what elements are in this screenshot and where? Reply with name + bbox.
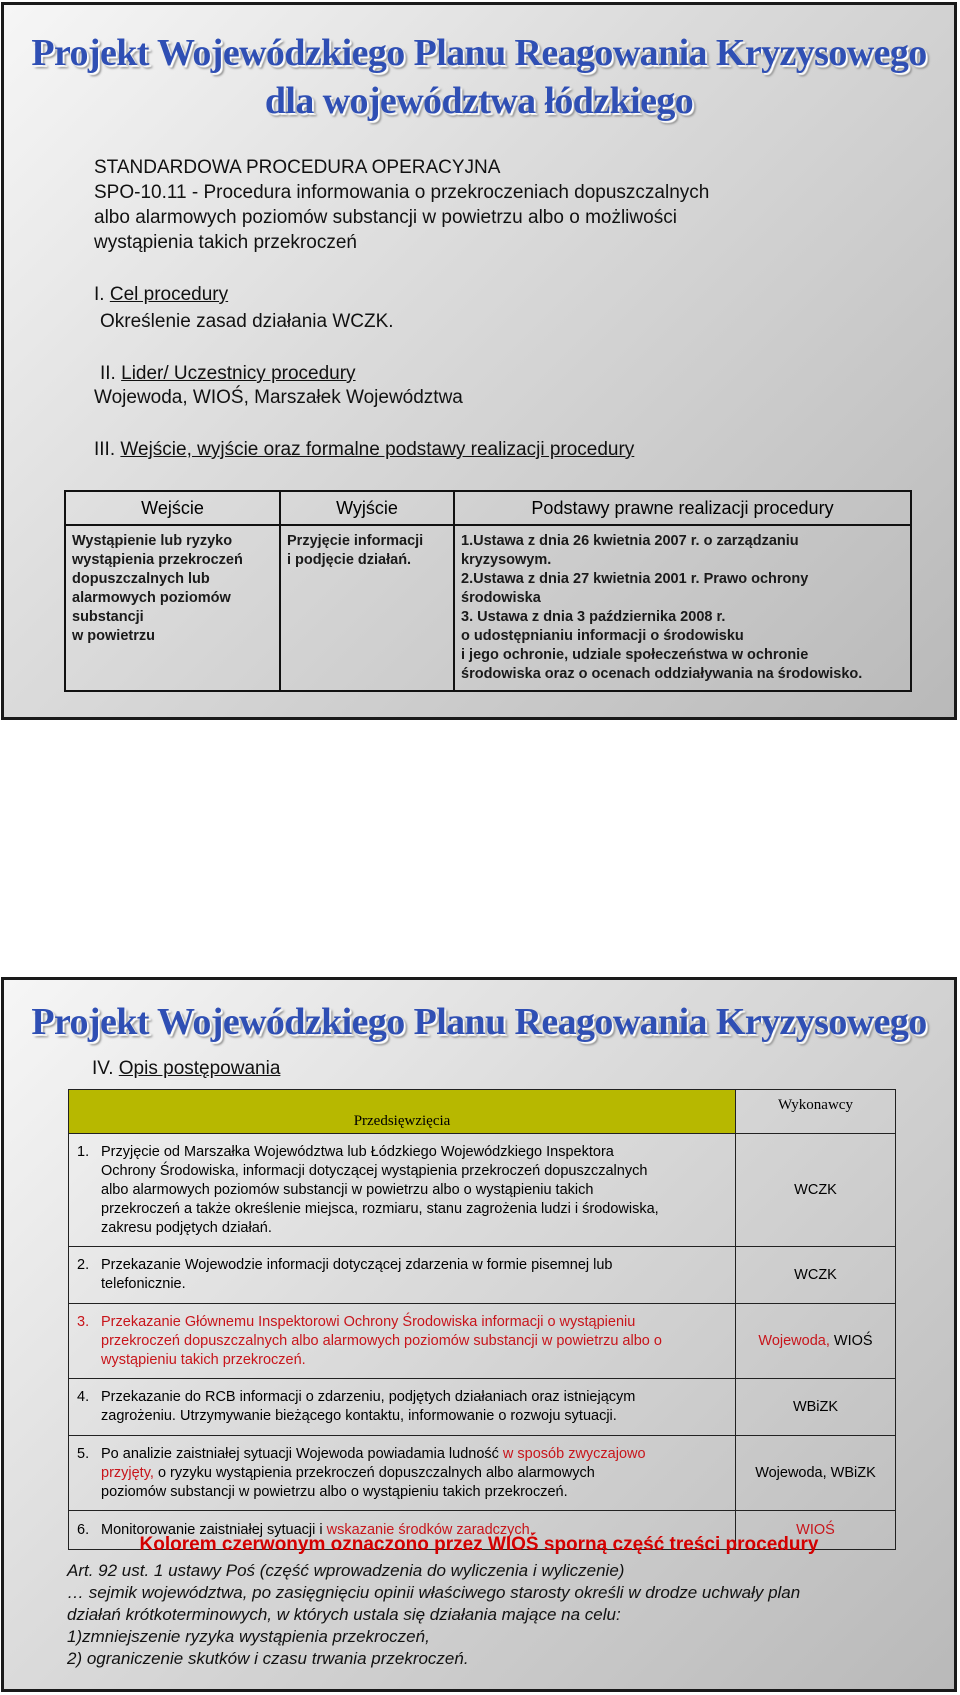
legal-basis-cell	[454, 525, 911, 691]
step-line: Przekazanie Wojewodzie informacji dotyczącej zdarzenia w formie pisemnej lub	[101, 1257, 613, 1273]
basis-line: 3. Ustawa z dnia 3 października 2008 r.	[461, 609, 726, 625]
section-1-heading	[94, 282, 228, 307]
basis-line: 2.Ustawa z dnia 27 kwietnia 2001 r. Prawo ochrony	[461, 571, 809, 587]
input-cell	[65, 525, 280, 691]
table-row	[69, 1379, 896, 1436]
step-1-actions	[69, 1134, 736, 1247]
step-2-actions	[69, 1247, 736, 1304]
disputed-content-note: Kolorem czerwonym oznaczono przez WIOŚ sporną część treści procedury	[139, 1534, 819, 1555]
basis-line: środowiska	[461, 590, 541, 606]
banner-line-1: Projekt Wojewódzkiego Planu Reagowania Kryzysowego	[31, 32, 927, 74]
header-actions: Przedsięwzięcia	[69, 1090, 736, 1134]
spo-heading: STANDARDOWA PROCEDURA OPERACYJNA	[94, 157, 501, 178]
input-line: alarmowych poziomów	[72, 590, 231, 606]
step-line: telefonicznie.	[101, 1276, 186, 1292]
step-6-disputed: wskazanie środków zaradczych.	[326, 1521, 534, 1538]
step-line: wystąpieniu takich przekroczeń.	[101, 1351, 306, 1368]
citation-line: … sejmik województwa, po zasięgnięciu opinii właściwego starosty określi w drodze uchwały plan	[67, 1583, 801, 1602]
output-line: Przyjęcie informacji	[287, 533, 424, 549]
step-number: 3.	[77, 1313, 90, 1330]
step-5-text-b: o ryzyku wystąpienia przekroczeń dopuszczalnych albo alarmowych	[153, 1464, 595, 1481]
table-row	[69, 1304, 896, 1379]
section-2-title: Lider/ Uczestnicy procedury	[121, 363, 356, 384]
citation-line: 2) ograniczenie skutków i czasu trwania przekroczeń.	[67, 1649, 469, 1668]
step-line	[101, 1464, 721, 1483]
slide-1	[1, 2, 957, 720]
step-line: poziomów substancji w powietrzu albo o wystąpieniu takich przekroczeń.	[101, 1483, 568, 1500]
step-line: przekroczeń dopuszczalnych albo alarmowych poziomów substancji w powietrzu albo o	[101, 1332, 662, 1349]
step-number: 4.	[77, 1389, 90, 1405]
input-line: w powietrzu	[72, 628, 155, 644]
header-input: Wejście	[65, 491, 280, 525]
input-line: substancji	[72, 609, 144, 625]
step-2-executor: WCZK	[736, 1247, 896, 1304]
step-number: 6.	[77, 1521, 90, 1538]
section-2-text: Wojewoda, WIOŚ, Marszałek Województwa	[94, 387, 463, 408]
section-2-heading	[100, 361, 356, 386]
banner: Projekt Wojewódzkiego Planu Reagowania Kryzysowego	[31, 1001, 927, 1043]
step-line: Przekazanie Głównemu Inspektorowi Ochrony Środowiska informacji o wystąpieniu	[101, 1313, 636, 1330]
step-line: albo alarmowych poziomów substancji w powietrzu albo o wystąpieniu takich	[101, 1181, 594, 1198]
step-line	[101, 1445, 721, 1464]
citation-line: 1)zmniejszenie ryzyka wystąpienia przekroczeń,	[67, 1627, 430, 1646]
step-3-executor	[736, 1304, 896, 1379]
table-row	[69, 1436, 896, 1511]
step-line: Ochrony Środowiska, informacji dotyczącej wystąpienia przekroczeń dopuszczalnych	[101, 1162, 648, 1179]
section-3-number: III.	[94, 439, 116, 460]
step-number: 5.	[77, 1445, 90, 1462]
spo-line-1: SPO-10.11 - Procedura informowania o przekroczeniach dopuszczalnych	[94, 182, 710, 203]
section-3-title: Wejście, wyjście oraz formalne podstawy realizacji procedury	[120, 439, 635, 460]
basis-line: o udostępnianiu informacji o środowisku	[461, 628, 744, 644]
step-5-disputed-a: w sposób zwyczajowo	[502, 1445, 646, 1462]
section-4-heading	[92, 1056, 280, 1081]
header-legal-basis: Podstawy prawne realizacji procedury	[454, 491, 911, 525]
basis-line: 1.Ustawa z dnia 26 kwietnia 2007 r. o zarządzaniu	[461, 533, 799, 549]
table-row	[69, 1134, 896, 1247]
step-number: 1.	[77, 1143, 90, 1160]
step-6-executor: WIOŚ	[736, 1511, 896, 1550]
step-6-text: Monitorowanie zaistniałej sytuacji i	[101, 1521, 327, 1538]
legal-citation	[67, 1560, 800, 1670]
executor-disputed: Wojewoda,	[758, 1332, 830, 1349]
step-line: zakresu podjętych działań.	[101, 1219, 272, 1236]
step-line: przekroczeń a także określenie miejsca, rozmiaru, stanu zagrożenia ludzi i środowiska,	[101, 1200, 659, 1217]
table-header-row	[65, 491, 911, 525]
table-header-row	[69, 1090, 896, 1134]
step-3-actions	[69, 1304, 736, 1379]
step-1-executor: WCZK	[736, 1134, 896, 1247]
input-line: dopuszczalnych lub	[72, 571, 210, 587]
executor-agreed: WIOŚ	[829, 1332, 873, 1349]
input-line: wystąpienia przekroczeń	[72, 552, 243, 568]
section-1-text: Określenie zasad działania WCZK.	[100, 311, 394, 332]
step-5-text-a: Po analizie zaistniałej sytuacji Wojewoda powiadamia ludność	[101, 1445, 503, 1462]
section-4-title: Opis postępowania	[118, 1058, 281, 1079]
table-row	[65, 525, 911, 691]
output-line: i podjęcie działań.	[287, 552, 412, 568]
spo-line-2: albo alarmowych poziomów substancji w powietrzu albo o możliwości	[94, 207, 677, 228]
citation-line: działań krótkoterminowych, w których ustala się działania mające na celu:	[67, 1605, 621, 1624]
step-line: Przyjęcie od Marszałka Województwa lub Łódzkiego Wojewódzkiego Inspektora	[101, 1143, 614, 1160]
section-4-number: IV.	[92, 1058, 114, 1079]
section-1-number: I.	[94, 284, 105, 305]
input-line: Wystąpienie lub ryzyko	[72, 533, 233, 549]
section-1-title: Cel procedury	[109, 284, 229, 305]
citation-line: Art. 92 ust. 1 ustawy Poś (część wprowadzenia do wyliczenia i wyliczenie)	[67, 1561, 625, 1580]
step-4-actions	[69, 1379, 736, 1436]
step-5-disputed-b: przyjęty,	[101, 1464, 154, 1481]
slide-2	[1, 977, 957, 1692]
step-5-actions	[69, 1436, 736, 1511]
step-4-executor: WBiZK	[736, 1379, 896, 1436]
procedure-steps-table	[68, 1089, 896, 1550]
basis-line: i jego ochronie, udziale społeczeństwa w ochronie	[461, 647, 809, 663]
section-2-number: II.	[100, 363, 116, 384]
spo-line-3: wystąpienia takich przekroczeń	[94, 232, 357, 253]
header-executors: Wykonawcy	[736, 1090, 896, 1134]
procedure-basis-table	[64, 490, 912, 692]
table-row	[69, 1247, 896, 1304]
step-number: 2.	[77, 1257, 90, 1273]
step-line: Przekazanie do RCB informacji o zdarzeniu, podjętych działaniach oraz istniejącym	[101, 1389, 636, 1405]
step-5-executor: Wojewoda, WBiZK	[736, 1436, 896, 1511]
basis-line: środowiska oraz o ocenach oddziaływania na środowisko.	[461, 666, 863, 682]
header-output: Wyjście	[280, 491, 454, 525]
output-cell	[280, 525, 454, 691]
banner-line-2: dla województwa łódzkiego	[264, 80, 694, 122]
step-line: zagrożeniu. Utrzymywanie bieżącego kontaktu, informowanie o rozwoju sytuacji.	[101, 1408, 617, 1424]
basis-line: kryzysowym.	[461, 552, 552, 568]
section-3-heading	[94, 437, 634, 462]
